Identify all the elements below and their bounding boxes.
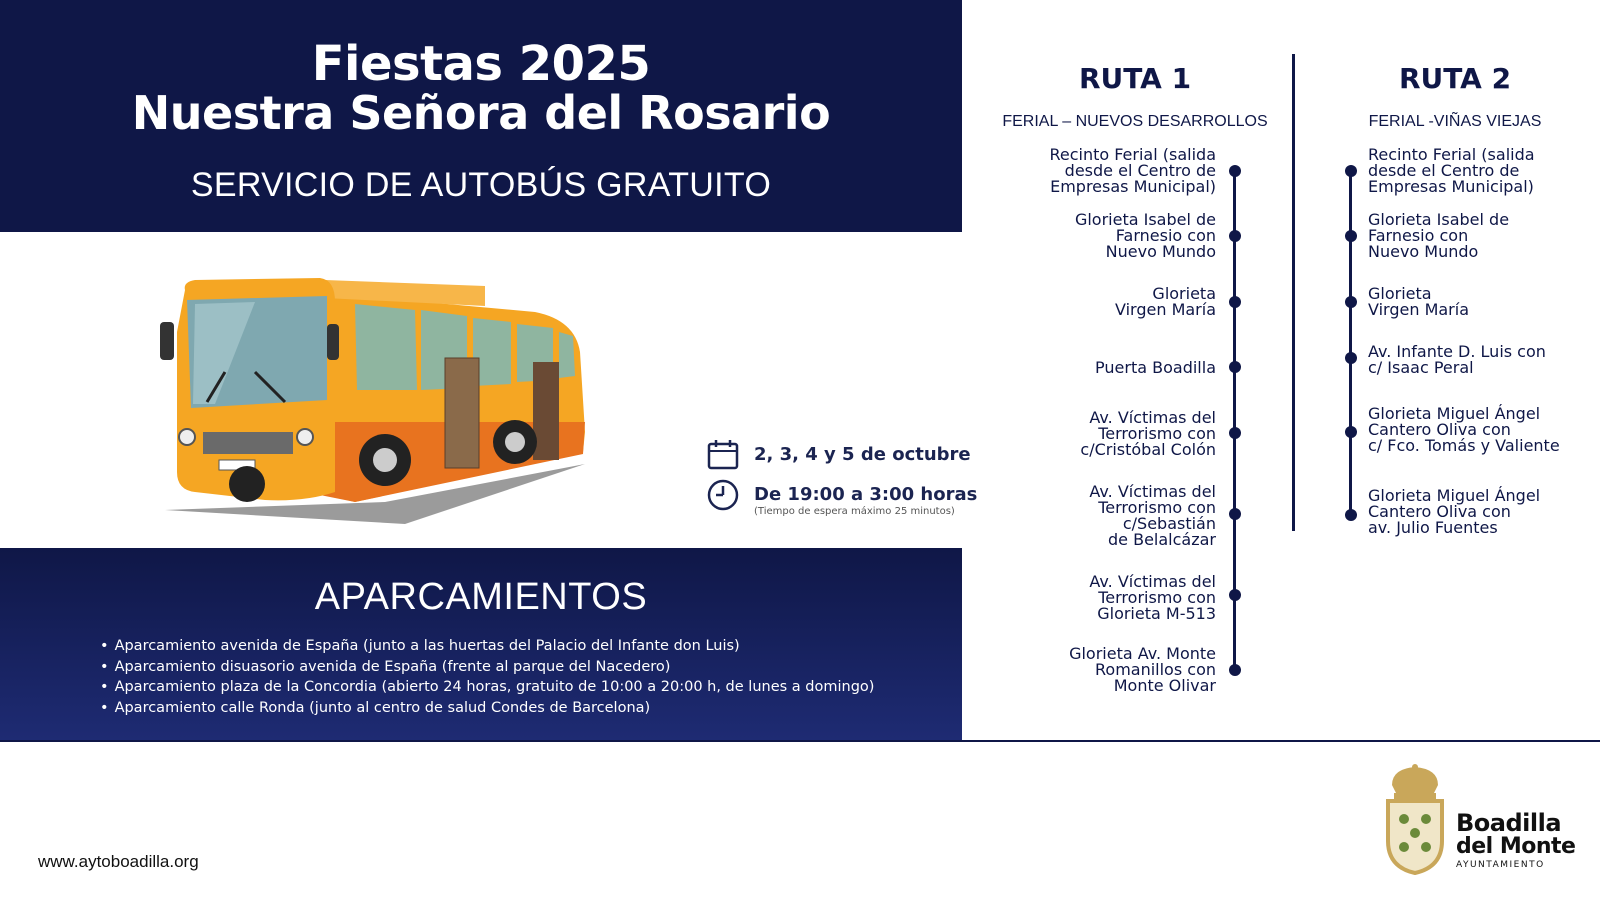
stop-label: Av. Víctimas del Terrorismo con Glorieta M-513 bbox=[1089, 572, 1216, 623]
dates-text: 2, 3, 4 y 5 de octubre bbox=[754, 444, 971, 465]
stop-dot bbox=[1229, 296, 1241, 308]
stop-dot bbox=[1229, 361, 1241, 373]
crest-icon bbox=[1384, 763, 1446, 875]
stop-label: Puerta Boadilla bbox=[1095, 358, 1216, 377]
stop-dot bbox=[1229, 664, 1241, 676]
stop-dot bbox=[1229, 508, 1241, 520]
hours-text: De 19:00 a 3:00 horas bbox=[754, 484, 978, 505]
parking-list bbox=[100, 636, 874, 718]
stop-label: Av. Víctimas del Terrorismo con c/Sebastián de Belalcázar bbox=[1089, 482, 1216, 549]
municipality-logo bbox=[1456, 810, 1575, 872]
route-1-subtitle: FERIAL – NUEVOS DESARROLLOS bbox=[1002, 113, 1268, 130]
stop-dot bbox=[1229, 589, 1241, 601]
route-1-header bbox=[990, 62, 1280, 131]
route-1-name: RUTA 1 bbox=[1078, 62, 1192, 95]
parking-item: • Aparcamiento plaza de la Concordia (abierto 24 horas, gratuito de 10:00 a 20:00 h, de lunes a domingo) bbox=[100, 677, 874, 698]
stop-dot bbox=[1229, 165, 1241, 177]
event-header bbox=[0, 0, 962, 232]
footer-divider bbox=[0, 740, 1600, 742]
parking-item: • Aparcamiento calle Ronda (junto al centro de salud Condes de Barcelona) bbox=[100, 698, 874, 719]
route-2-line bbox=[1349, 170, 1352, 515]
stop-dot bbox=[1229, 230, 1241, 242]
bus-illustration bbox=[155, 272, 595, 534]
stop-dot bbox=[1345, 426, 1357, 438]
parking-item: • Aparcamiento disuasorio avenida de España (frente al parque del Nacedero) bbox=[100, 657, 874, 678]
stop-label: Av. Infante D. Luis con c/ Isaac Peral bbox=[1368, 342, 1546, 377]
website-link[interactable]: www.aytoboadilla.org bbox=[38, 852, 199, 871]
event-title-line2: Nuestra Señora del Rosario bbox=[131, 86, 831, 140]
stop-dot bbox=[1345, 230, 1357, 242]
stop-label: Glorieta Miguel Ángel Cantero Oliva con c/ Fco. Tomás y Valiente bbox=[1368, 404, 1560, 455]
stop-label: Glorieta Miguel Ángel Cantero Oliva con av. Julio Fuentes bbox=[1368, 486, 1541, 537]
wait-note: (Tiempo de espera máximo 25 minutos) bbox=[754, 506, 955, 517]
service-subtitle: SERVICIO DE AUTOBÚS GRATUITO bbox=[190, 166, 772, 204]
stop-dot bbox=[1345, 509, 1357, 521]
stop-label: Glorieta Isabel de Farnesio con Nuevo Mundo bbox=[1074, 210, 1216, 261]
stop-label: Glorieta Virgen María bbox=[1115, 284, 1216, 319]
logo-line3: AYUNTAMIENTO bbox=[1456, 860, 1545, 870]
stop-dot bbox=[1345, 352, 1357, 364]
route-2-name: RUTA 2 bbox=[1398, 62, 1512, 95]
stop-label: Glorieta Virgen María bbox=[1368, 284, 1469, 319]
clock-icon bbox=[706, 478, 740, 512]
parking-item: • Aparcamiento avenida de España (junto a las huertas del Palacio del Infante don Luis) bbox=[100, 636, 874, 657]
logo-line1: Boadilla bbox=[1456, 809, 1562, 837]
route-2-subtitle: FERIAL -VIÑAS VIEJAS bbox=[1368, 113, 1542, 130]
parking-section bbox=[0, 548, 962, 740]
stop-label: Glorieta Isabel de Farnesio con Nuevo Mundo bbox=[1368, 210, 1510, 261]
event-title: Fiestas 2025 bbox=[311, 36, 651, 92]
stop-label: Glorieta Av. Monte Romanillos con Monte Olivar bbox=[1069, 644, 1216, 695]
stop-label: Recinto Ferial (salida desde el Centro de Empresas Municipal) bbox=[1368, 145, 1535, 196]
schedule-info bbox=[706, 436, 978, 517]
stop-dot bbox=[1229, 427, 1241, 439]
dates-row bbox=[706, 436, 971, 476]
stop-label: Av. Víctimas del Terrorismo con c/Cristóbal Colón bbox=[1080, 408, 1216, 459]
stop-dot bbox=[1345, 165, 1357, 177]
logo-line2: del Monte bbox=[1456, 834, 1576, 859]
route-divider bbox=[1292, 54, 1295, 531]
stop-dot bbox=[1345, 296, 1357, 308]
calendar-icon bbox=[706, 438, 740, 472]
route-2-header bbox=[1310, 62, 1600, 131]
stop-label: Recinto Ferial (salida desde el Centro de Empresas Municipal) bbox=[1049, 145, 1216, 196]
parking-title: APARCAMIENTOS bbox=[314, 576, 648, 618]
